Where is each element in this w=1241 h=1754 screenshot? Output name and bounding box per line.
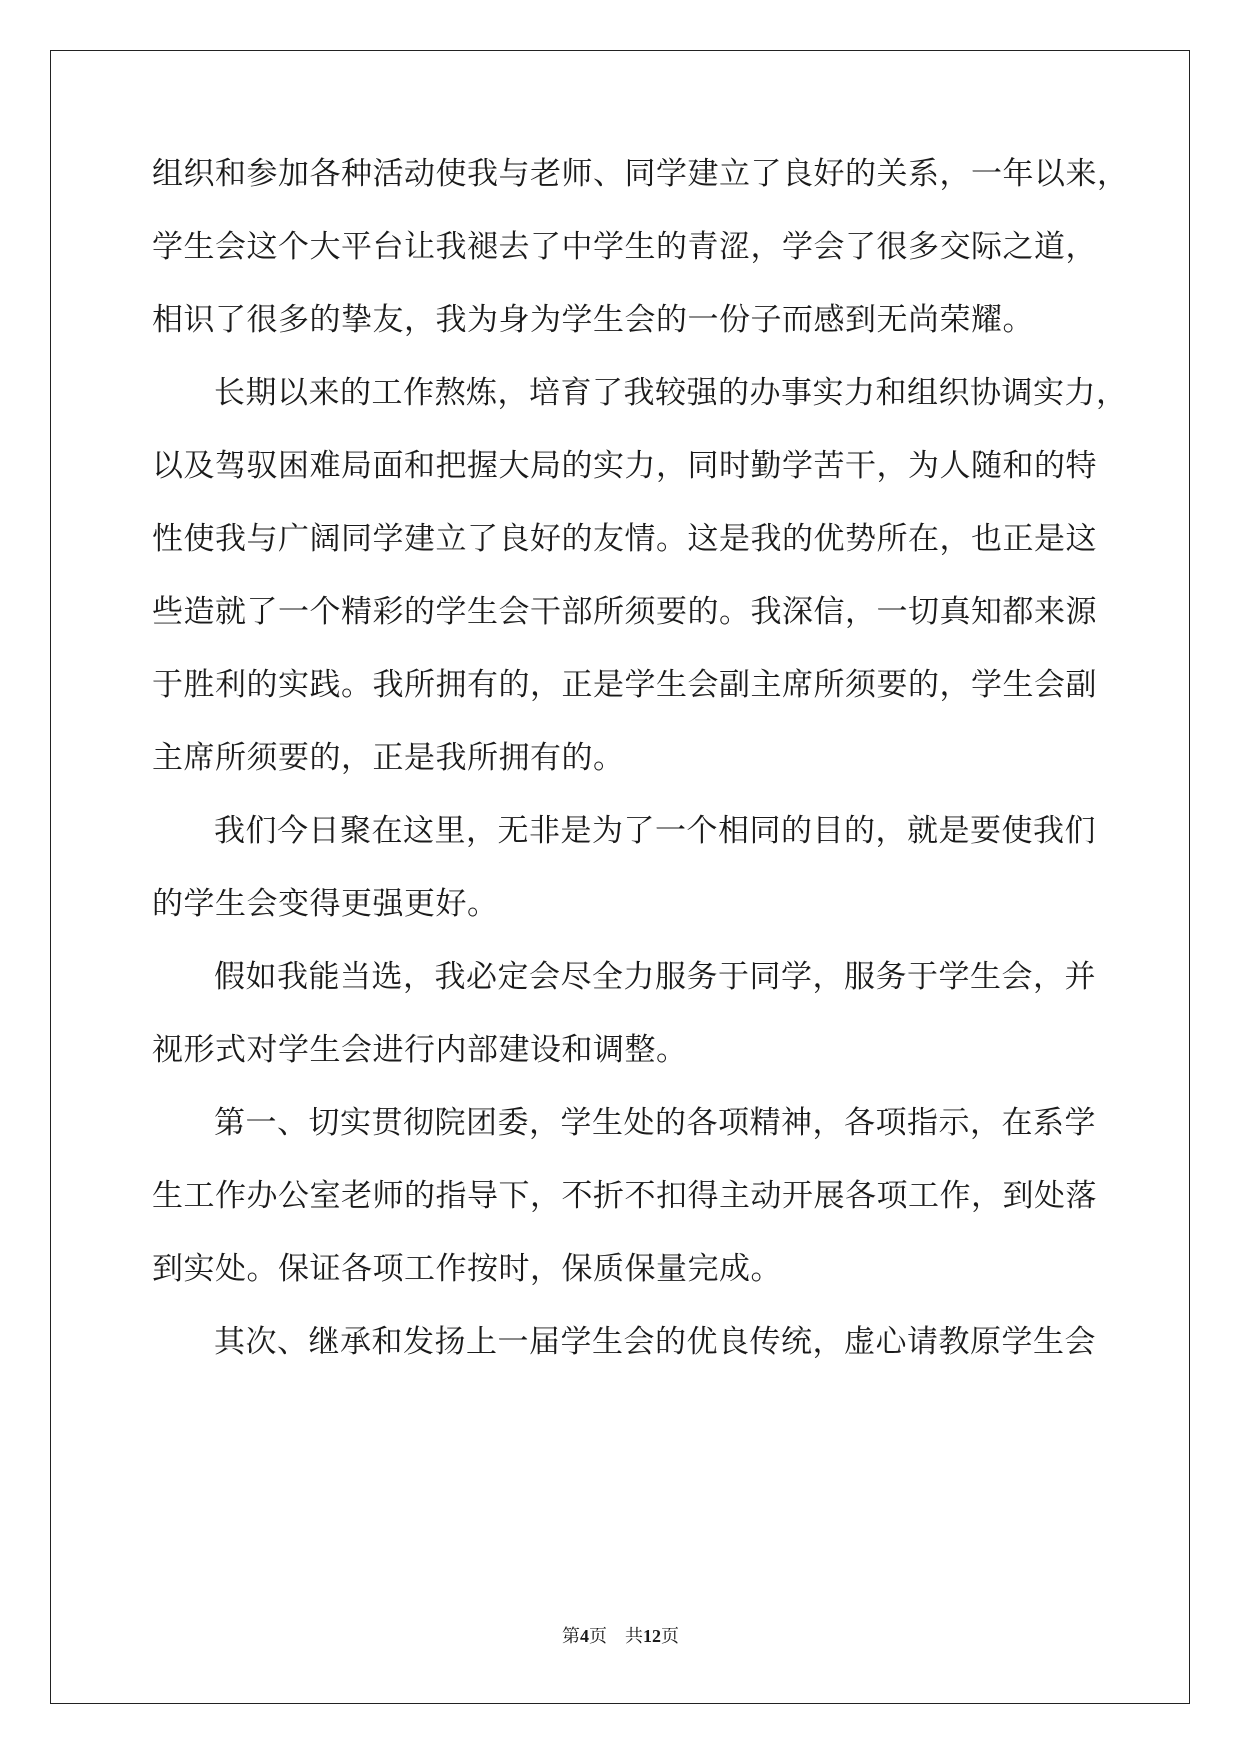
- footer-page-suffix: 页: [589, 1626, 607, 1646]
- footer-prefix: 第: [562, 1626, 580, 1646]
- text-line: 组织和参加各种活动使我与老师、同学建立了良好的关系，一年以来，: [152, 156, 1129, 192]
- text-line: 相识了很多的挚友，我为身为学生会的一份子而感到无尚荣耀。: [152, 302, 1034, 338]
- page-number-footer: [0, 1624, 1241, 1648]
- text-line: 些造就了一个精彩的学生会干部所须要的。我深信，一切真知都来源: [152, 594, 1097, 630]
- text-line: 主席所须要的，正是我所拥有的。: [152, 740, 625, 776]
- text-line: 学生会这个大平台让我褪去了中学生的青涩，学会了很多交际之道，: [152, 229, 1097, 265]
- paragraph-first-line: 第一、切实贯彻院团委，学生处的各项精神，各项指示，在系学: [214, 1105, 1096, 1141]
- footer-total-suffix: 页: [661, 1626, 679, 1646]
- text-line: 到实处。保证各项工作按时，保质保量完成。: [152, 1251, 782, 1287]
- paragraph-first-line: 其次、继承和发扬上一届学生会的优良传统，虚心请教原学生会: [214, 1324, 1096, 1360]
- text-line: 视形式对学生会进行内部建设和调整。: [152, 1032, 688, 1068]
- text-line: 生工作办公室老师的指导下，不折不扣得主动开展各项工作，到处落: [152, 1178, 1097, 1214]
- paragraph-first-line: 我们今日聚在这里，无非是为了一个相同的目的，就是要使我们: [214, 813, 1096, 849]
- text-line: 于胜利的实践。我所拥有的，正是学生会副主席所须要的，学生会副: [152, 667, 1097, 703]
- page-border: [50, 50, 1190, 1704]
- current-page-number: 4: [580, 1626, 589, 1646]
- paragraph-first-line: 长期以来的工作熬炼，培育了我较强的办事实力和组织协调实力，: [214, 375, 1128, 411]
- text-line: 性使我与广阔同学建立了良好的友情。这是我的优势所在，也正是这: [152, 521, 1097, 557]
- footer-total-prefix: 共: [625, 1626, 643, 1646]
- text-line: 以及驾驭困难局面和把握大局的实力，同时勤学苦干，为人随和的特: [152, 448, 1097, 484]
- total-page-count: 12: [643, 1626, 661, 1646]
- paragraph-first-line: 假如我能当选，我必定会尽全力服务于同学，服务于学生会，并: [214, 959, 1096, 995]
- text-line: 的学生会变得更强更好。: [152, 886, 499, 922]
